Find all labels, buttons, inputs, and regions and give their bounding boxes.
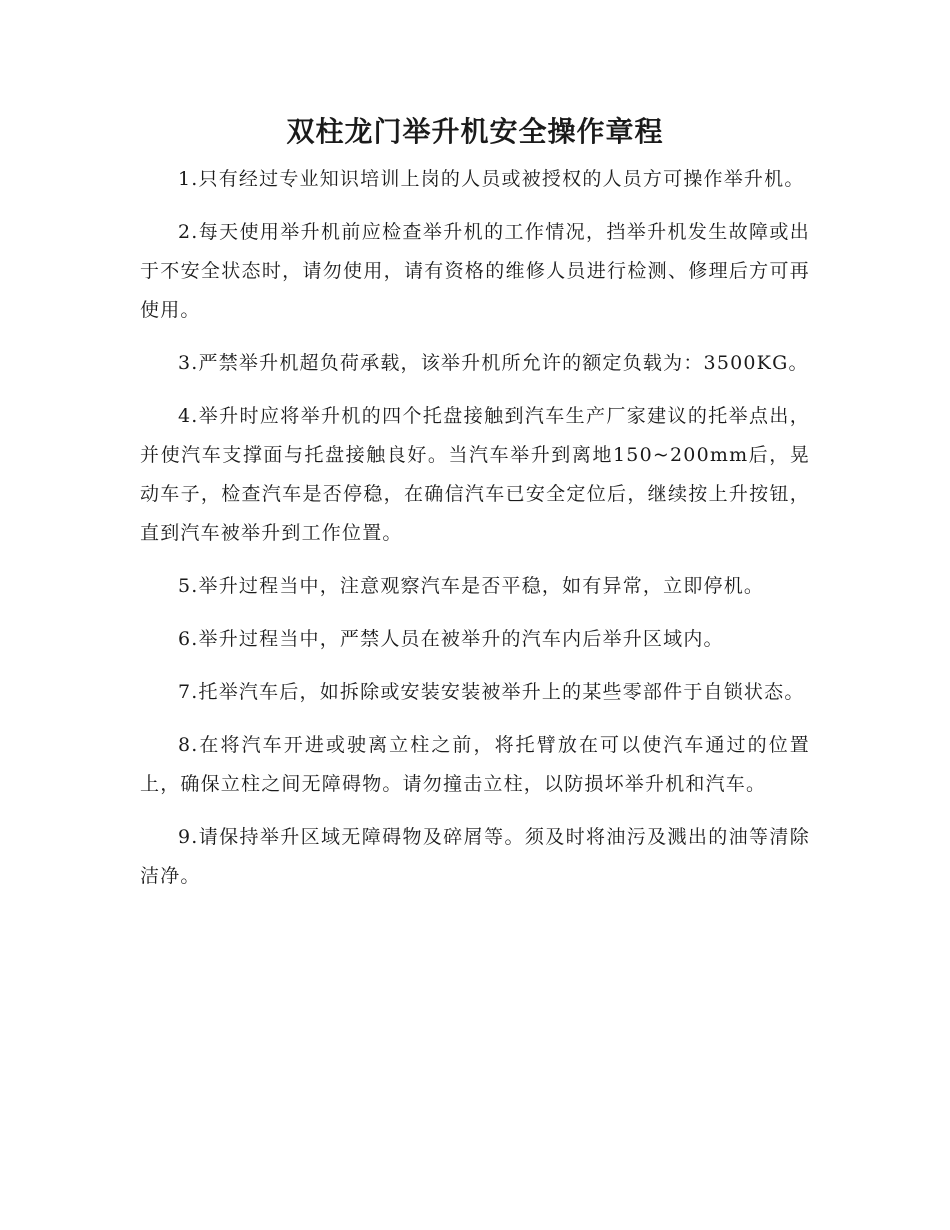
document-body [140, 160, 810, 910]
paragraph-3: 3.严禁举升机超负荷承载，该举升机所允许的额定负载为：3500KG。 [178, 352, 809, 374]
document-title: 双柱龙门举升机安全操作章程 [286, 115, 664, 148]
paragraph-1: 1.只有经过专业知识培训上岗的人员或被授权的人员方可操作举升机。 [178, 168, 805, 190]
paragraph-6: 6.举升过程当中，严禁人员在被举升的汽车内后举升区域内。 [178, 628, 724, 650]
paragraph-9: 9.请保持举升区域无障碍物及碎屑等。须及时将油污及溅出的油等清除洁净。 [140, 826, 810, 887]
paragraph-2: 2.每天使用举升机前应检查举升机的工作情况，挡举升机发生故障或出于不安全状态时，请勿使用，请有资格的维修人员进行检测、修理后方可再使用。 [140, 221, 810, 321]
paragraph-8: 8.在将汽车开进或驶离立柱之前，将托臂放在可以使汽车通过的位置上，确保立柱之间无障碍物。请勿撞击立柱，以防损坏举升机和汽车。 [140, 734, 810, 795]
paragraph-7: 7.托举汽车后，如拆除或安装安装被举升上的某些零部件于自锁状态。 [178, 681, 805, 703]
paragraph-4: 4.举升时应将举升机的四个托盘接触到汽车生产厂家建议的托举点出，并使汽车支撑面与托盘接触良好。当汽车举升到离地150~200mm后，晃动车子，检查汽车是否停稳，在确信汽车已安全定位后，继续按上升按钮，直到汽车被举升到工作位置。 [140, 405, 810, 544]
paragraph-5: 5.举升过程当中，注意观察汽车是否平稳，如有异常，立即停机。 [178, 575, 765, 597]
